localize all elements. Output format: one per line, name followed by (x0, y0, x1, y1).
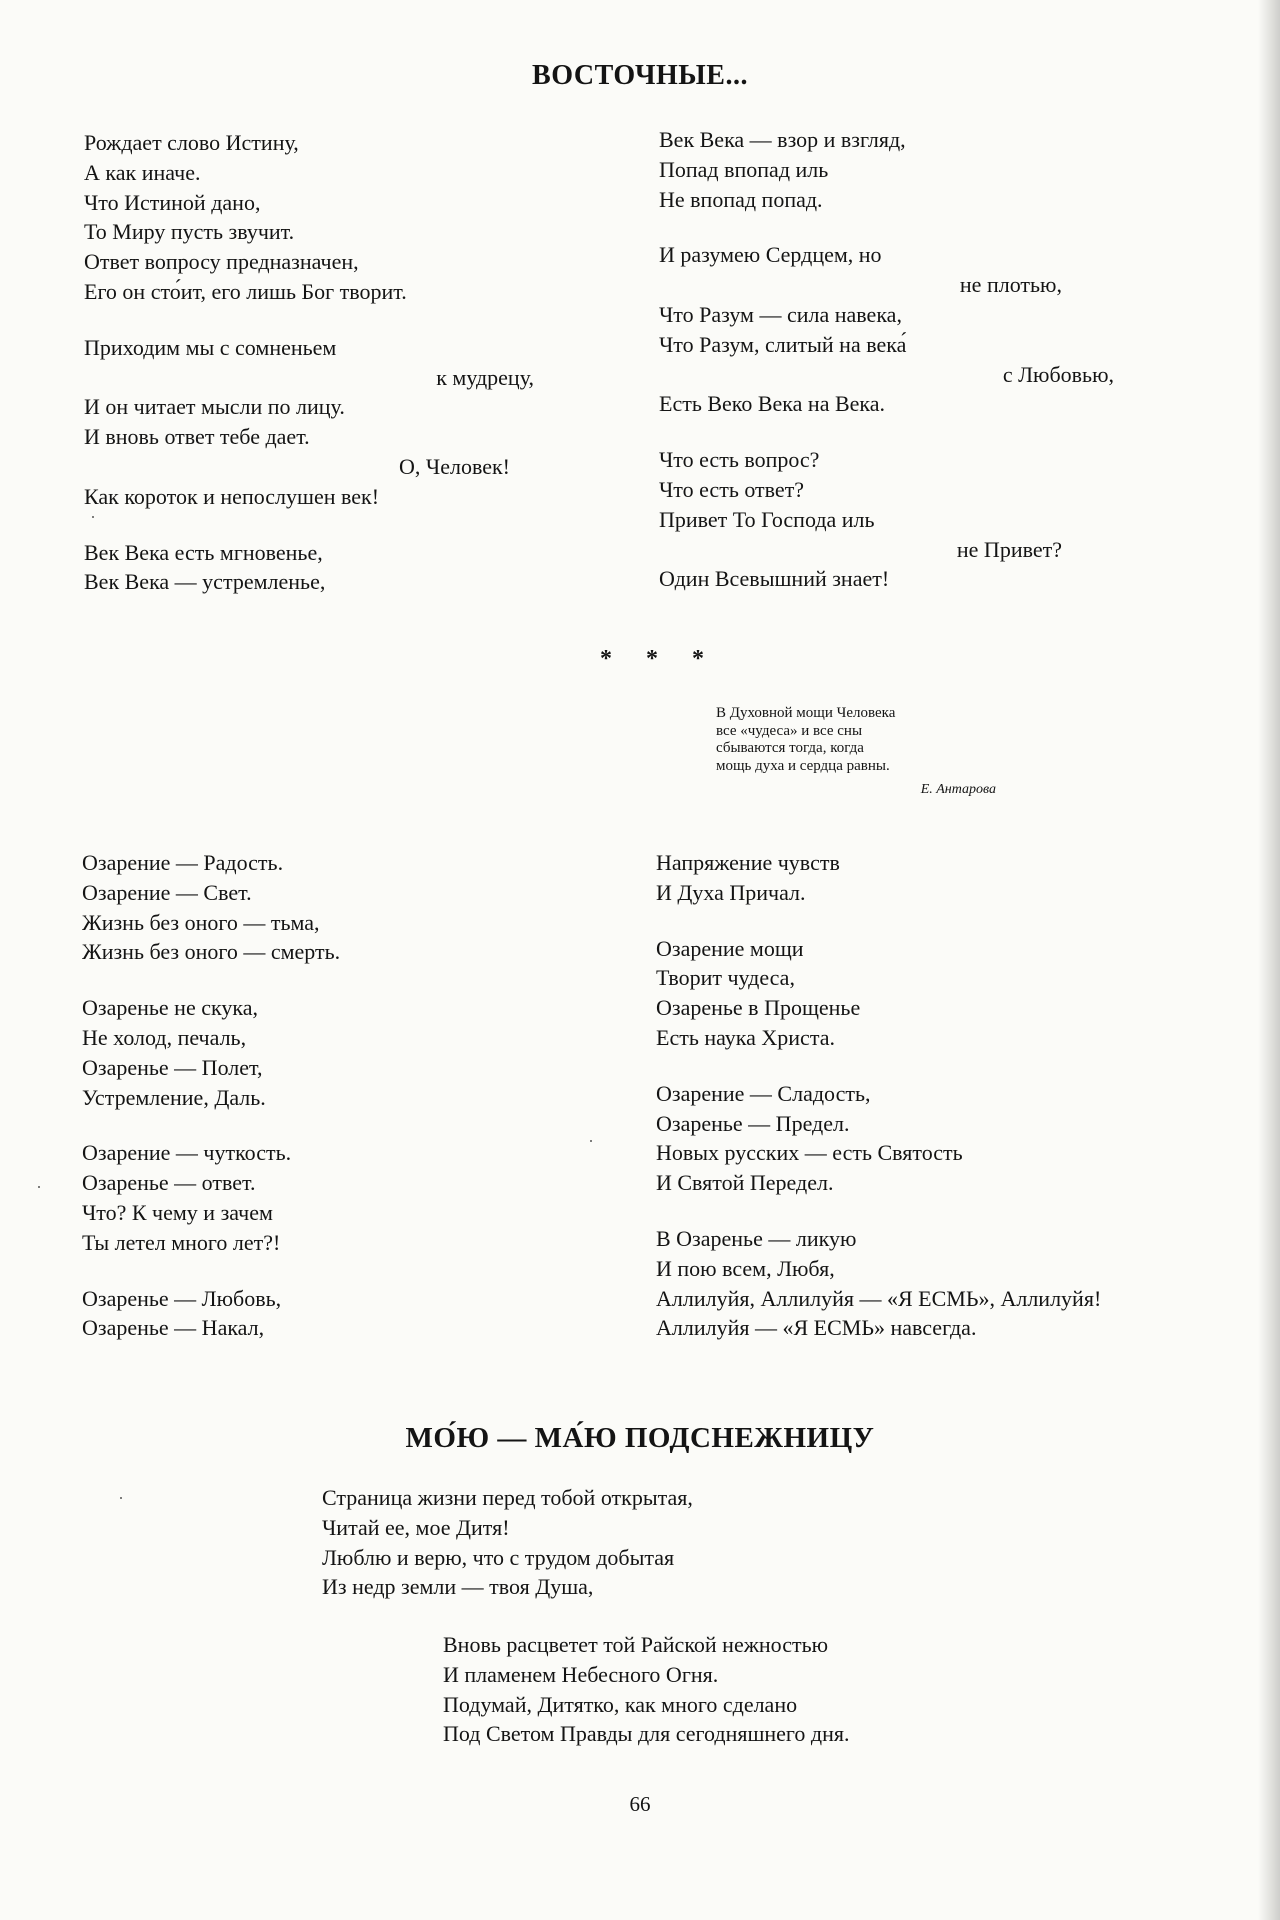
stanza (659, 445, 1114, 594)
stanza (659, 240, 1114, 419)
poem2-left-column (82, 848, 532, 1369)
verse-line: И пламенем Небесного Огня. (443, 1661, 719, 1687)
stanza (84, 538, 534, 598)
verse-line: Не впопад попад. (659, 186, 823, 212)
verse-line: Как короток и непослушен век! (84, 483, 380, 509)
verse-line-indented: не плотью, (959, 272, 1062, 298)
verse-line: Век Века — устремленье, (84, 569, 326, 595)
verse-line: Есть Веко Века на Века. (659, 391, 886, 417)
verse-line: Вновь расцветет той Райской нежностью (443, 1632, 829, 1657)
verse-line: Что Разум, слитый на века́ (659, 331, 907, 357)
stanza (82, 848, 532, 967)
verse-line: Озарение мощи (656, 935, 804, 961)
poem3-stanza-2 (443, 1630, 1043, 1749)
verse-line: Не холод, печаль, (82, 1024, 247, 1050)
verse-line: Озарение — Радость. (82, 850, 284, 875)
poem1-right-column (659, 125, 1114, 620)
epigraph-line: все «чудеса» и все сны (716, 722, 863, 739)
verse-line: Озарение — Свет. (82, 879, 252, 905)
verse-line: Озаренье в Прощенье (656, 995, 861, 1021)
verse-line: Подумай, Дитятко, как много сделано (443, 1691, 798, 1717)
verse-line: Рождает слово Истину, (84, 130, 299, 155)
verse-line: Приходим мы с сомненьем (84, 334, 337, 360)
verse-line: Из недр земли — твоя Душа, (322, 1574, 594, 1600)
verse-line: И он читает мысли по лицу. (84, 394, 345, 420)
verse-line: Что есть ответ? (659, 476, 805, 502)
verse-line: Новых русских — есть Святость (656, 1140, 963, 1166)
print-speck (590, 1140, 592, 1142)
verse-line: В Озаренье — ликую (656, 1225, 857, 1251)
verse-line: Что Разум — сила навека, (659, 301, 902, 327)
verse-line: Ты летел много лет?! (82, 1229, 281, 1255)
verse-line: Что? К чему и зачем (82, 1199, 273, 1225)
verse-line: Есть наука Христа. (656, 1024, 835, 1050)
verse-line: Что Истиной дано, (84, 189, 261, 215)
verse-line: Аллилуйя, Аллилуйя — «Я ЕСМЬ», Аллилуйя! (656, 1285, 1102, 1311)
stanza (656, 1224, 1216, 1343)
verse-line: Привет То Господа иль (659, 506, 875, 532)
poem2-right-column (656, 848, 1216, 1369)
epigraph-line: сбываются тогда, когда (716, 740, 864, 756)
stanza (84, 333, 534, 512)
poem-title-vostochnye: ВОСТОЧНЫЕ... (532, 60, 748, 91)
verse-line: Озаренье — ответ. (82, 1170, 256, 1196)
verse-line: И разумею Сердцем, но (659, 242, 882, 268)
verse-line: Что есть вопрос? (659, 447, 820, 473)
verse-line: Жизнь без оного — смерть. (82, 939, 341, 965)
verse-line: А как иначе. (84, 159, 201, 185)
stanza (656, 934, 1216, 1053)
verse-line: Под Светом Правды для сегодняшнего дня. (443, 1721, 850, 1747)
verse-line: Напряжение чувств (656, 850, 840, 875)
poem-title-podsnezhnitsu: МО́Ю — МА́Ю ПОДСНЕЖНИЦУ (405, 1422, 875, 1454)
verse-line: Читай ее, мое Дитя! (322, 1514, 510, 1540)
page-edge-shadow (1258, 0, 1280, 1920)
verse-line: Озаренье — Накал, (82, 1315, 265, 1341)
print-speck (38, 1186, 40, 1188)
verse-line: Век Века есть мгновенье, (84, 539, 323, 565)
poem1-left-column (84, 128, 534, 623)
stanza (82, 1284, 532, 1344)
verse-line-indented: к мудрецу, (436, 364, 534, 390)
verse-line: И Святой Передел. (656, 1170, 834, 1196)
stanza (82, 993, 532, 1112)
epigraph-line: В Духовной мощи Человека (716, 705, 896, 721)
verse-line-indented: О, Человек! (399, 453, 510, 479)
stanza (84, 128, 534, 307)
stanza (659, 125, 1114, 214)
stanza (82, 1138, 532, 1257)
verse-line: Озарение — Сладость, (656, 1080, 871, 1106)
section-separator: * * * (600, 646, 718, 672)
verse-line: Один Всевышний знает! (659, 566, 890, 592)
epigraph-author: Е. Антарова (920, 782, 996, 797)
verse-line: Люблю и верю, что с трудом добытая (322, 1544, 675, 1570)
verse-line: Устремление, Даль. (82, 1084, 266, 1110)
verse-line: Век Века — взор и взгляд, (659, 127, 906, 152)
verse-line-indented: с Любовью, (1002, 361, 1114, 387)
verse-line: И Духа Причал. (656, 879, 806, 905)
stanza (656, 1079, 1216, 1198)
verse-line: Жизнь без оного — тьма, (82, 909, 320, 935)
print-speck (92, 516, 94, 518)
verse-line: Страница жизни перед тобой открытая, (322, 1485, 693, 1510)
verse-line: Озаренье — Любовь, (82, 1285, 282, 1311)
verse-line: То Миру пусть звучит. (84, 219, 295, 245)
verse-line: И пою всем, Любя, (656, 1255, 835, 1281)
verse-line: Его он сто́ит, его лишь Бог творит. (84, 278, 407, 304)
print-speck (120, 1497, 122, 1499)
poem3-stanza-1 (322, 1483, 882, 1602)
verse-line-indented: не Привет? (956, 536, 1062, 562)
epigraph-line: мощь духа и сердца равны. (716, 757, 890, 774)
verse-line: Творит чудеса, (656, 965, 795, 991)
verse-line: Озаренье не скука, (82, 995, 258, 1021)
verse-line: И вновь ответ тебе дает. (84, 424, 310, 450)
epigraph (716, 705, 996, 799)
page-number: 66 (629, 1792, 651, 1816)
verse-line: Озарение — чуткость. (82, 1140, 292, 1166)
verse-line: Аллилуйя — «Я ЕСМЬ» навсегда. (656, 1315, 977, 1341)
verse-line: Озаренье — Полет, (82, 1054, 263, 1080)
verse-line: Попад впопад иль (659, 156, 829, 182)
verse-line: Ответ вопросу предназначен, (84, 249, 359, 275)
stanza (656, 848, 1216, 908)
verse-line: Озаренье — Предел. (656, 1110, 850, 1136)
